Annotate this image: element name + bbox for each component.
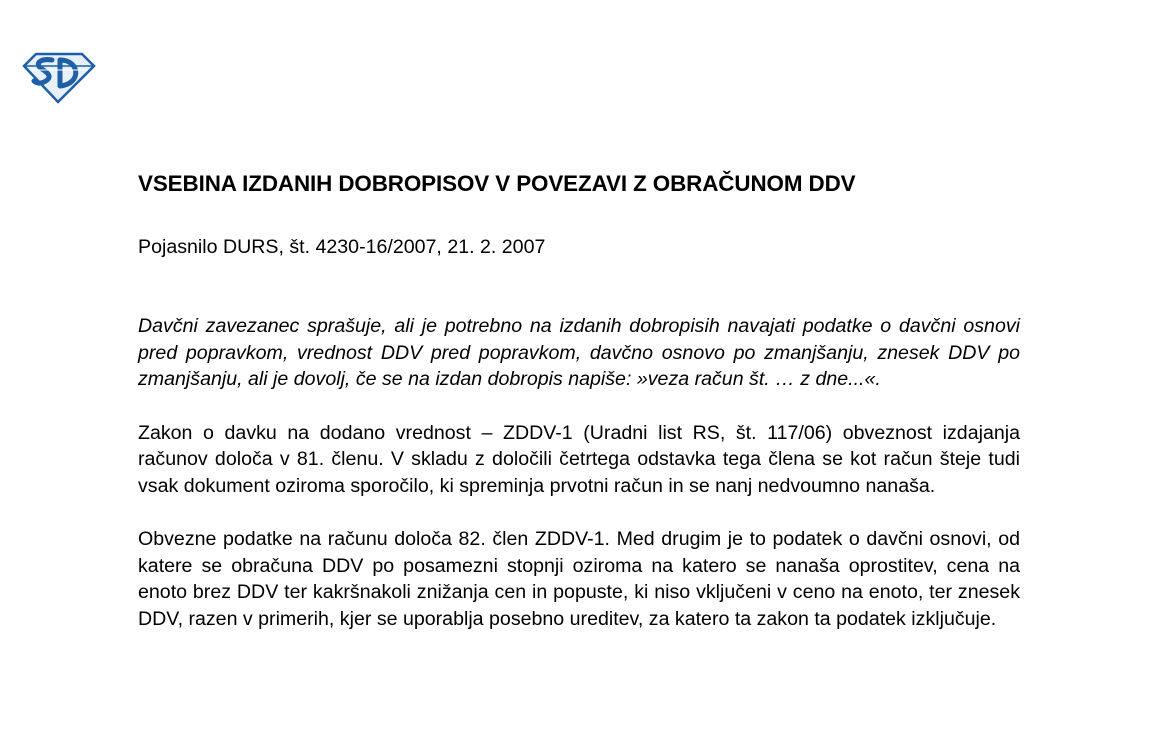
document-body: [138, 170, 1020, 632]
body-paragraph-obligations: Obvezne podatke na računu določa 82. člen ZDDV-1. Med drugim je to podatek o davčni osnovi, od katere se obračuna DDV po posamezni stopnji oziroma na katero se nanaša oprostitev, cena na enoto brez DDV ter kakršnakoli znižanja cen in popuste, ki niso vključeni v ceno na enoto, ter znesek DDV, razen v primerih, kjer se uporablja posebno ureditev, za katero ta zakon ta podatek izključuje.: [138, 528, 1020, 630]
body-paragraph-law: Zakon o davku na dodano vrednost – ZDDV-1 (Uradni list RS, št. 117/06) obveznost izdajanja računov določa v 81. členu. V skladu z določili četrtega odstavka tega člena se kot račun šteje tudi vsak dokument oziroma sporočilo, ki spreminja prvotni račun in se nanj nedvoumno nanaša.: [138, 421, 1020, 497]
question-paragraph: Davčni zavezanec sprašuje, ali je potrebno na izdanih dobropisih navajati podatke o davčni osnovi pred popravkom, vrednost DDV pred popravkom, davčno osnovo po zmanjšanju, znesek DDV po zmanjšanju, ali je dovolj, če se na izdan dobropis napiše: »veza račun št. … z dne...«.: [138, 315, 1020, 390]
document-title: VSEBINA IZDANIH DOBROPISOV V POVEZAVI Z OBRAČUNOM DDV: [138, 171, 856, 196]
document-reference: Pojasnilo DURS, št. 4230-16/2007, 21. 2. 2007: [138, 236, 546, 258]
sd-shield-logo-icon: [22, 50, 96, 104]
